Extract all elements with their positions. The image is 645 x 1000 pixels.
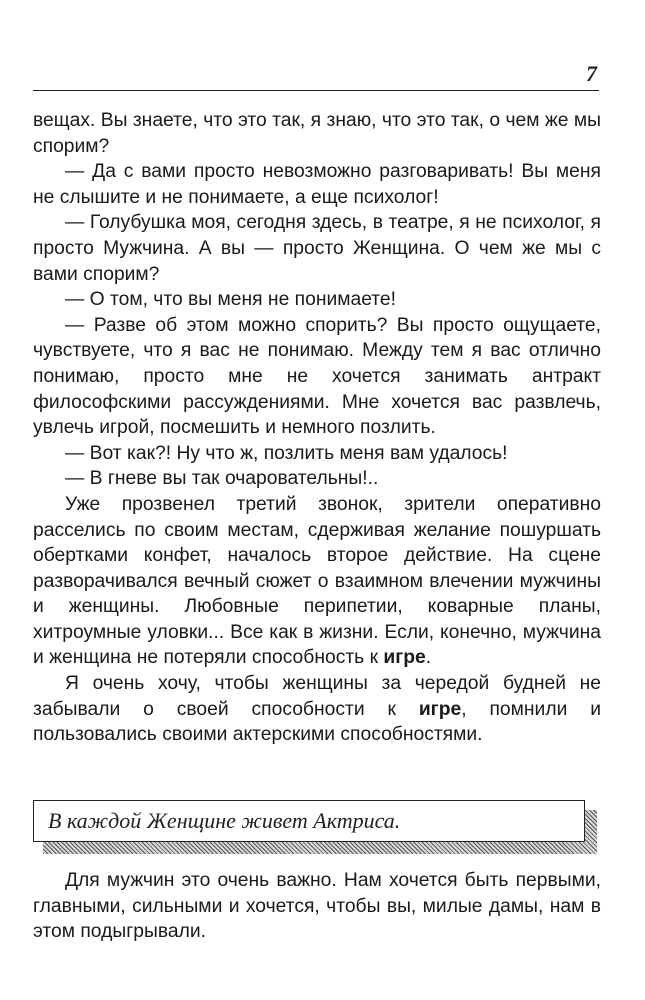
- paragraph-6: — Вот как?! Ну что ж, позлить меня вам удалось!: [65, 442, 508, 464]
- paragraph-7: — В гневе вы так очаровательны!..: [65, 468, 379, 490]
- main-text: [33, 108, 601, 748]
- paragraph-9-text: Я очень хочу, чтобы женщины за чередой будней не забывали о своей способности к: [33, 673, 601, 720]
- paragraph-9-bold: игре: [418, 698, 462, 720]
- paragraph-9-end: , помнили и пользовались своими актерскими способностями.: [33, 698, 602, 746]
- paragraph-5: — Разве об этом можно спорить? Вы просто ощущаете, чувствуете, что я вас не понимаю. Между тем я вас отлично понимаю, просто мне не хочется занимать антракт философскими рассуждениями. Мне хочется вас развлечь, увлечь игрой, посмешить и немного позлить.: [33, 314, 601, 439]
- paragraph-2: — Да с вами просто невозможно разговаривать! Вы меня не слышите и не понимаете, а еще психолог!: [33, 161, 601, 208]
- paragraph-3: — Голубушка моя, сегодня здесь, в театре, я не психолог, я просто Мужчина. А вы — просто Женщина. О чем же мы с вами спорим?: [33, 212, 601, 285]
- callout-text: В каждой Женщине живет Актриса.: [48, 808, 401, 833]
- paragraph-8-text: Уже прозвенел третий звонок, зрители оперативно расселись по своим местам, сдерживая желание пошуршать обертками конфет, началось второе действие. На сцене разворачивался вечный сюжет о взаимном влечении мужчины и женщины. Любовные перипетии, коварные планы, хитроумные уловки... Все как в жизни. Если, конечно, мужчина и женщина не потеряли способность к: [33, 493, 601, 669]
- closing-text: [33, 868, 601, 945]
- paragraph-8: [33, 492, 601, 671]
- callout-box: [33, 800, 585, 842]
- page-number: 7: [586, 61, 597, 86]
- page-header: [33, 58, 599, 91]
- paragraph-9: [33, 671, 601, 748]
- paragraph-8-end: .: [425, 647, 432, 669]
- paragraph-4: — О том, что вы меня не понимаете!: [65, 289, 396, 311]
- callout: [33, 800, 601, 856]
- closing-paragraph: Для мужчин это очень важно. Нам хочется быть первыми, главными, сильными и хочется, чтобы вы, милые дамы, нам в этом подыгрывали.: [33, 870, 601, 943]
- paragraph-8-bold: игре: [383, 647, 426, 669]
- paragraph-1: вещах. Вы знаете, что это так, я знаю, что это так, о чем же мы спорим?: [33, 110, 601, 157]
